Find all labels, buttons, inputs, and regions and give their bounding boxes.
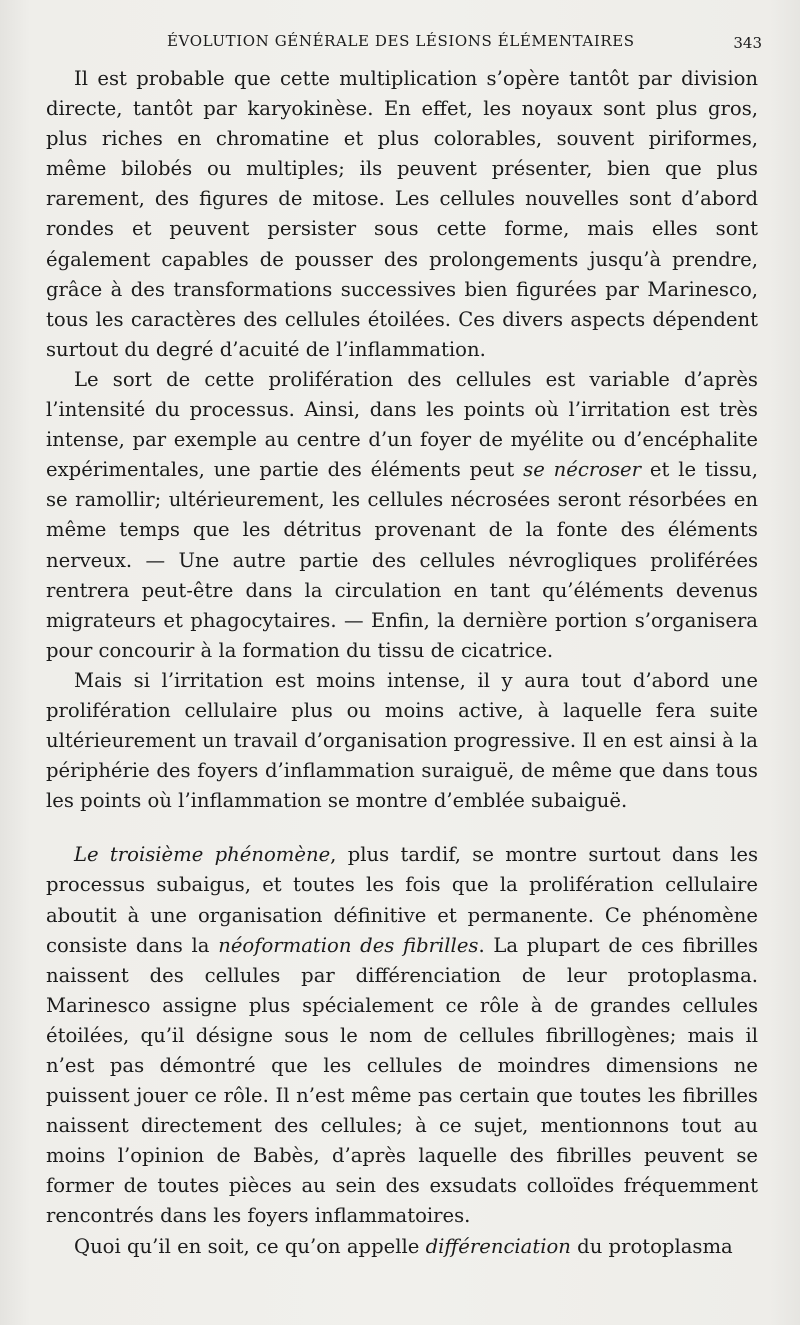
text-run: et le tissu, se ramollir; ultérieurement, les cellules nécrosées seront résorbées en même temps que les détritus provenant de la fonte des éléments nerveux. — Une autre partie des cellules névrogliques proliférées rentrera peut-être dans la circulation en tant qu’éléments devenus migrateurs et phagocytaires. — Enfin, la dernière portion s’organisera pour concourir à la formation du tissu de cicatrice. — [46, 458, 758, 662]
text-run: Il est probable que cette multiplication s’opère tantôt par division directe, tantôt par karyokinèse. En effet, les noyaux sont plus gros, plus riches en chromatine et plus colorables, souvent piriformes, même bilobés ou multiples; ils peuvent présenter, bien que plus rarement, des figures de mitose. Les cellules nouvelles sont d’abord rondes et peuvent persister sous cette forme, mais elles sont également capables de pousser des prolongements jusqu’à prendre, grâce à des transformations successives bien figurées par Marinesco, tous les caractères des cellules étoilées. Ces divers aspects dépendent surtout du degré d’acuité de l’inflammation. — [46, 67, 758, 361]
text-run: Le sort de cette prolifération des cellules est variable d’après l’intensité du processus. Ainsi, dans les points où l’irritation est très intense, par exemple au centre d’un foyer de myélite ou d’encéphalite expérimentales, une partie des éléments peut — [46, 367, 758, 482]
paragraph — [46, 365, 758, 666]
text-run: , plus tardif, se montre surtout dans les processus subaigus, et toutes les fois que la prolifération cellulaire aboutit à une organisation définitive et permanente. Ce phénomène consiste dans la — [46, 843, 758, 957]
body-text — [46, 64, 758, 1262]
text-run: Quoi qu’il en soit, ce qu’on appelle — [74, 1234, 426, 1258]
paragraph — [46, 666, 758, 816]
section-spacer — [46, 816, 758, 840]
paragraph — [46, 64, 758, 365]
text-run: . La plupart de ces fibrilles naissent des cellules par différenciation de leur protoplasma. Marinesco assigne plus spécialement ce rôle à de grandes cellules étoilées, qu’il désigne sous le nom de cellules fibrillogènes; mais il n’est pas démontré que les cellules de moindres dimensions ne puissent jouer ce rôle. Il n’est même pas certain que toutes les fibrilles naissent directement des cellules; à ce sujet, mentionnons tout au moins l’opinion de Babès, d’après laquelle des fibrilles peuvent se former de toutes pièces au sein des exsudats colloïdes fréquemment rencontrés dans les foyers inflammatoires. — [46, 933, 758, 1228]
emphasis-text: Le troisième phénomène — [74, 843, 331, 867]
page-number: 343 — [733, 34, 762, 52]
paragraph — [46, 840, 758, 1231]
text-run: du protoplasma — [570, 1234, 733, 1258]
emphasis-text: néoformation des fibrilles — [218, 933, 479, 957]
running-title: ÉVOLUTION GÉNÉRALE DES LÉSIONS ÉLÉMENTAIRES — [167, 32, 635, 50]
text-run: Mais si l’irritation est moins intense, il y aura tout d’abord une prolifération cellulaire plus ou moins active, à laquelle fera suite ultérieurement un travail d’organisation progressive. Il en est ainsi à la périphérie des foyers d’inflammation suraiguë, de même que dans tous les points où l’inflammation se montre d’emblée subaiguë. — [46, 668, 758, 813]
paragraph — [46, 1232, 758, 1262]
running-head — [0, 32, 800, 58]
emphasis-text: différenciation — [425, 1234, 571, 1258]
emphasis-text: se nécroser — [523, 458, 642, 482]
